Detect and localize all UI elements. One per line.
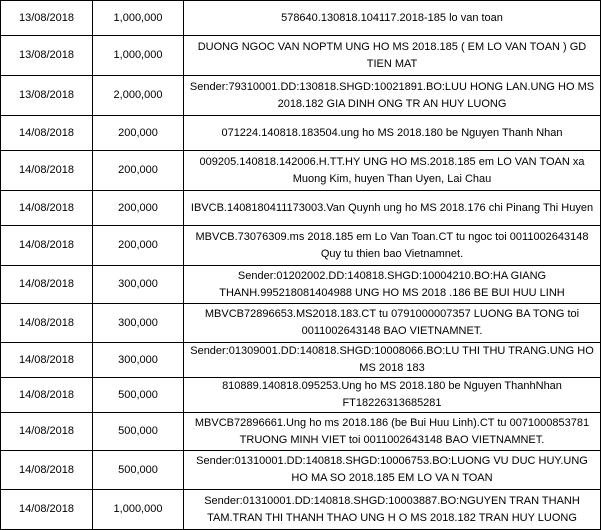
amount-cell: 500,000 bbox=[93, 451, 184, 490]
date-cell: 14/08/2018 bbox=[1, 413, 93, 451]
amount-cell: 200,000 bbox=[93, 191, 184, 226]
description-cell: Sender:01309001.DD:140818.SHGD:10008066.BO:LU THI THU TRANG.UNG HO MS 2018 183 bbox=[184, 343, 601, 378]
date-cell: 14/08/2018 bbox=[1, 490, 93, 530]
description-cell: MBVCB72896661.Ung ho ms 2018.186 (be Bui Huu Linh).CT tu 0071000853781 TRUONG MINH VIET toi 0011002643148 BAO VIETNAMNET. bbox=[184, 413, 601, 451]
table-row bbox=[1, 451, 601, 490]
description-cell: 009205.140818.142006.H.TT.HY UNG HO MS.2018.185 em LO VAN TOAN xa Muong Kim, huyen Than Uyen, Lai Chau bbox=[184, 151, 601, 191]
date-cell: 14/08/2018 bbox=[1, 266, 93, 304]
amount-cell: 2,000,000 bbox=[93, 76, 184, 116]
description-cell: Sender:01310001.DD:140818.SHGD:10003887.BO:NGUYEN TRAN THANH TAM.TRAN THI THANH THAO UNG H O MS 2018.182 TRAN HUY LUONG bbox=[184, 490, 601, 530]
date-cell: 14/08/2018 bbox=[1, 451, 93, 490]
date-cell: 14/08/2018 bbox=[1, 226, 93, 266]
amount-cell: 300,000 bbox=[93, 304, 184, 343]
description-cell: 578640.130818.104117.2018-185 lo van toan bbox=[184, 1, 601, 36]
date-cell: 14/08/2018 bbox=[1, 151, 93, 191]
table-row bbox=[1, 266, 601, 304]
date-cell: 13/08/2018 bbox=[1, 1, 93, 36]
description-cell: MBVCB.73076309.ms 2018.185 em Lo Van Toan.CT tu ngoc toi 0011002643148 Quy tu thien bao Vietnamnet. bbox=[184, 226, 601, 266]
table-row bbox=[1, 151, 601, 191]
amount-cell: 200,000 bbox=[93, 151, 184, 191]
date-cell: 14/08/2018 bbox=[1, 343, 93, 378]
amount-cell: 300,000 bbox=[93, 343, 184, 378]
amount-cell: 1,000,000 bbox=[93, 1, 184, 36]
amount-cell: 1,000,000 bbox=[93, 490, 184, 530]
table-row bbox=[1, 1, 601, 36]
amount-cell: 1,000,000 bbox=[93, 36, 184, 76]
amount-cell: 200,000 bbox=[93, 226, 184, 266]
date-cell: 13/08/2018 bbox=[1, 76, 93, 116]
description-cell: MBVCB72896653.MS2018.183.CT tu 0791000007357 LUONG BA TONG toi 0011002643148 BAO VIETNAMNET. bbox=[184, 304, 601, 343]
table-row bbox=[1, 116, 601, 151]
amount-cell: 500,000 bbox=[93, 413, 184, 451]
date-cell: 14/08/2018 bbox=[1, 116, 93, 151]
table-row bbox=[1, 343, 601, 378]
date-cell: 14/08/2018 bbox=[1, 378, 93, 413]
amount-cell: 200,000 bbox=[93, 116, 184, 151]
description-cell: 071224.140818.183504.ung ho MS 2018.180 be Nguyen Thanh Nhan bbox=[184, 116, 601, 151]
table-row bbox=[1, 36, 601, 76]
description-cell: 810889.140818.095253.Ung ho MS 2018.180 be Nguyen ThanhNhan FT18226313685281 bbox=[184, 378, 601, 413]
table-row bbox=[1, 378, 601, 413]
description-cell: IBVCB.1408180411173003.Van Quynh ung ho MS 2018.176 chi Pinang Thi Huyen bbox=[184, 191, 601, 226]
description-cell: DUONG NGOC VAN NOPTM UNG HO MS 2018.185 ( EM LO VAN TOAN ) GD TIEN MAT bbox=[184, 36, 601, 76]
amount-cell: 300,000 bbox=[93, 266, 184, 304]
description-cell: Sender:01202002.DD:140818.SHGD:10004210.BO:HA GIANG THANH.995218081404988 UNG HO MS 2018 .186 BE BUI HUU LINH bbox=[184, 266, 601, 304]
amount-cell: 500,000 bbox=[93, 378, 184, 413]
date-cell: 13/08/2018 bbox=[1, 36, 93, 76]
table-row bbox=[1, 413, 601, 451]
date-cell: 14/08/2018 bbox=[1, 191, 93, 226]
date-cell: 14/08/2018 bbox=[1, 304, 93, 343]
table-row bbox=[1, 304, 601, 343]
description-cell: Sender:01310001.DD:140818.SHGD:10006753.BO:LUONG VU DUC HUY.UNG HO MA SO 2018.185 EM LO VA N TOAN bbox=[184, 451, 601, 490]
table-row bbox=[1, 490, 601, 530]
donation-table-body bbox=[1, 1, 601, 530]
table-row bbox=[1, 76, 601, 116]
description-cell: Sender:79310001.DD:130818.SHGD:10021891.BO:LUU HONG LAN.UNG HO MS 2018.182 GIA DINH ONG TR AN HUY LUONG bbox=[184, 76, 601, 116]
table-row bbox=[1, 191, 601, 226]
table-row bbox=[1, 226, 601, 266]
